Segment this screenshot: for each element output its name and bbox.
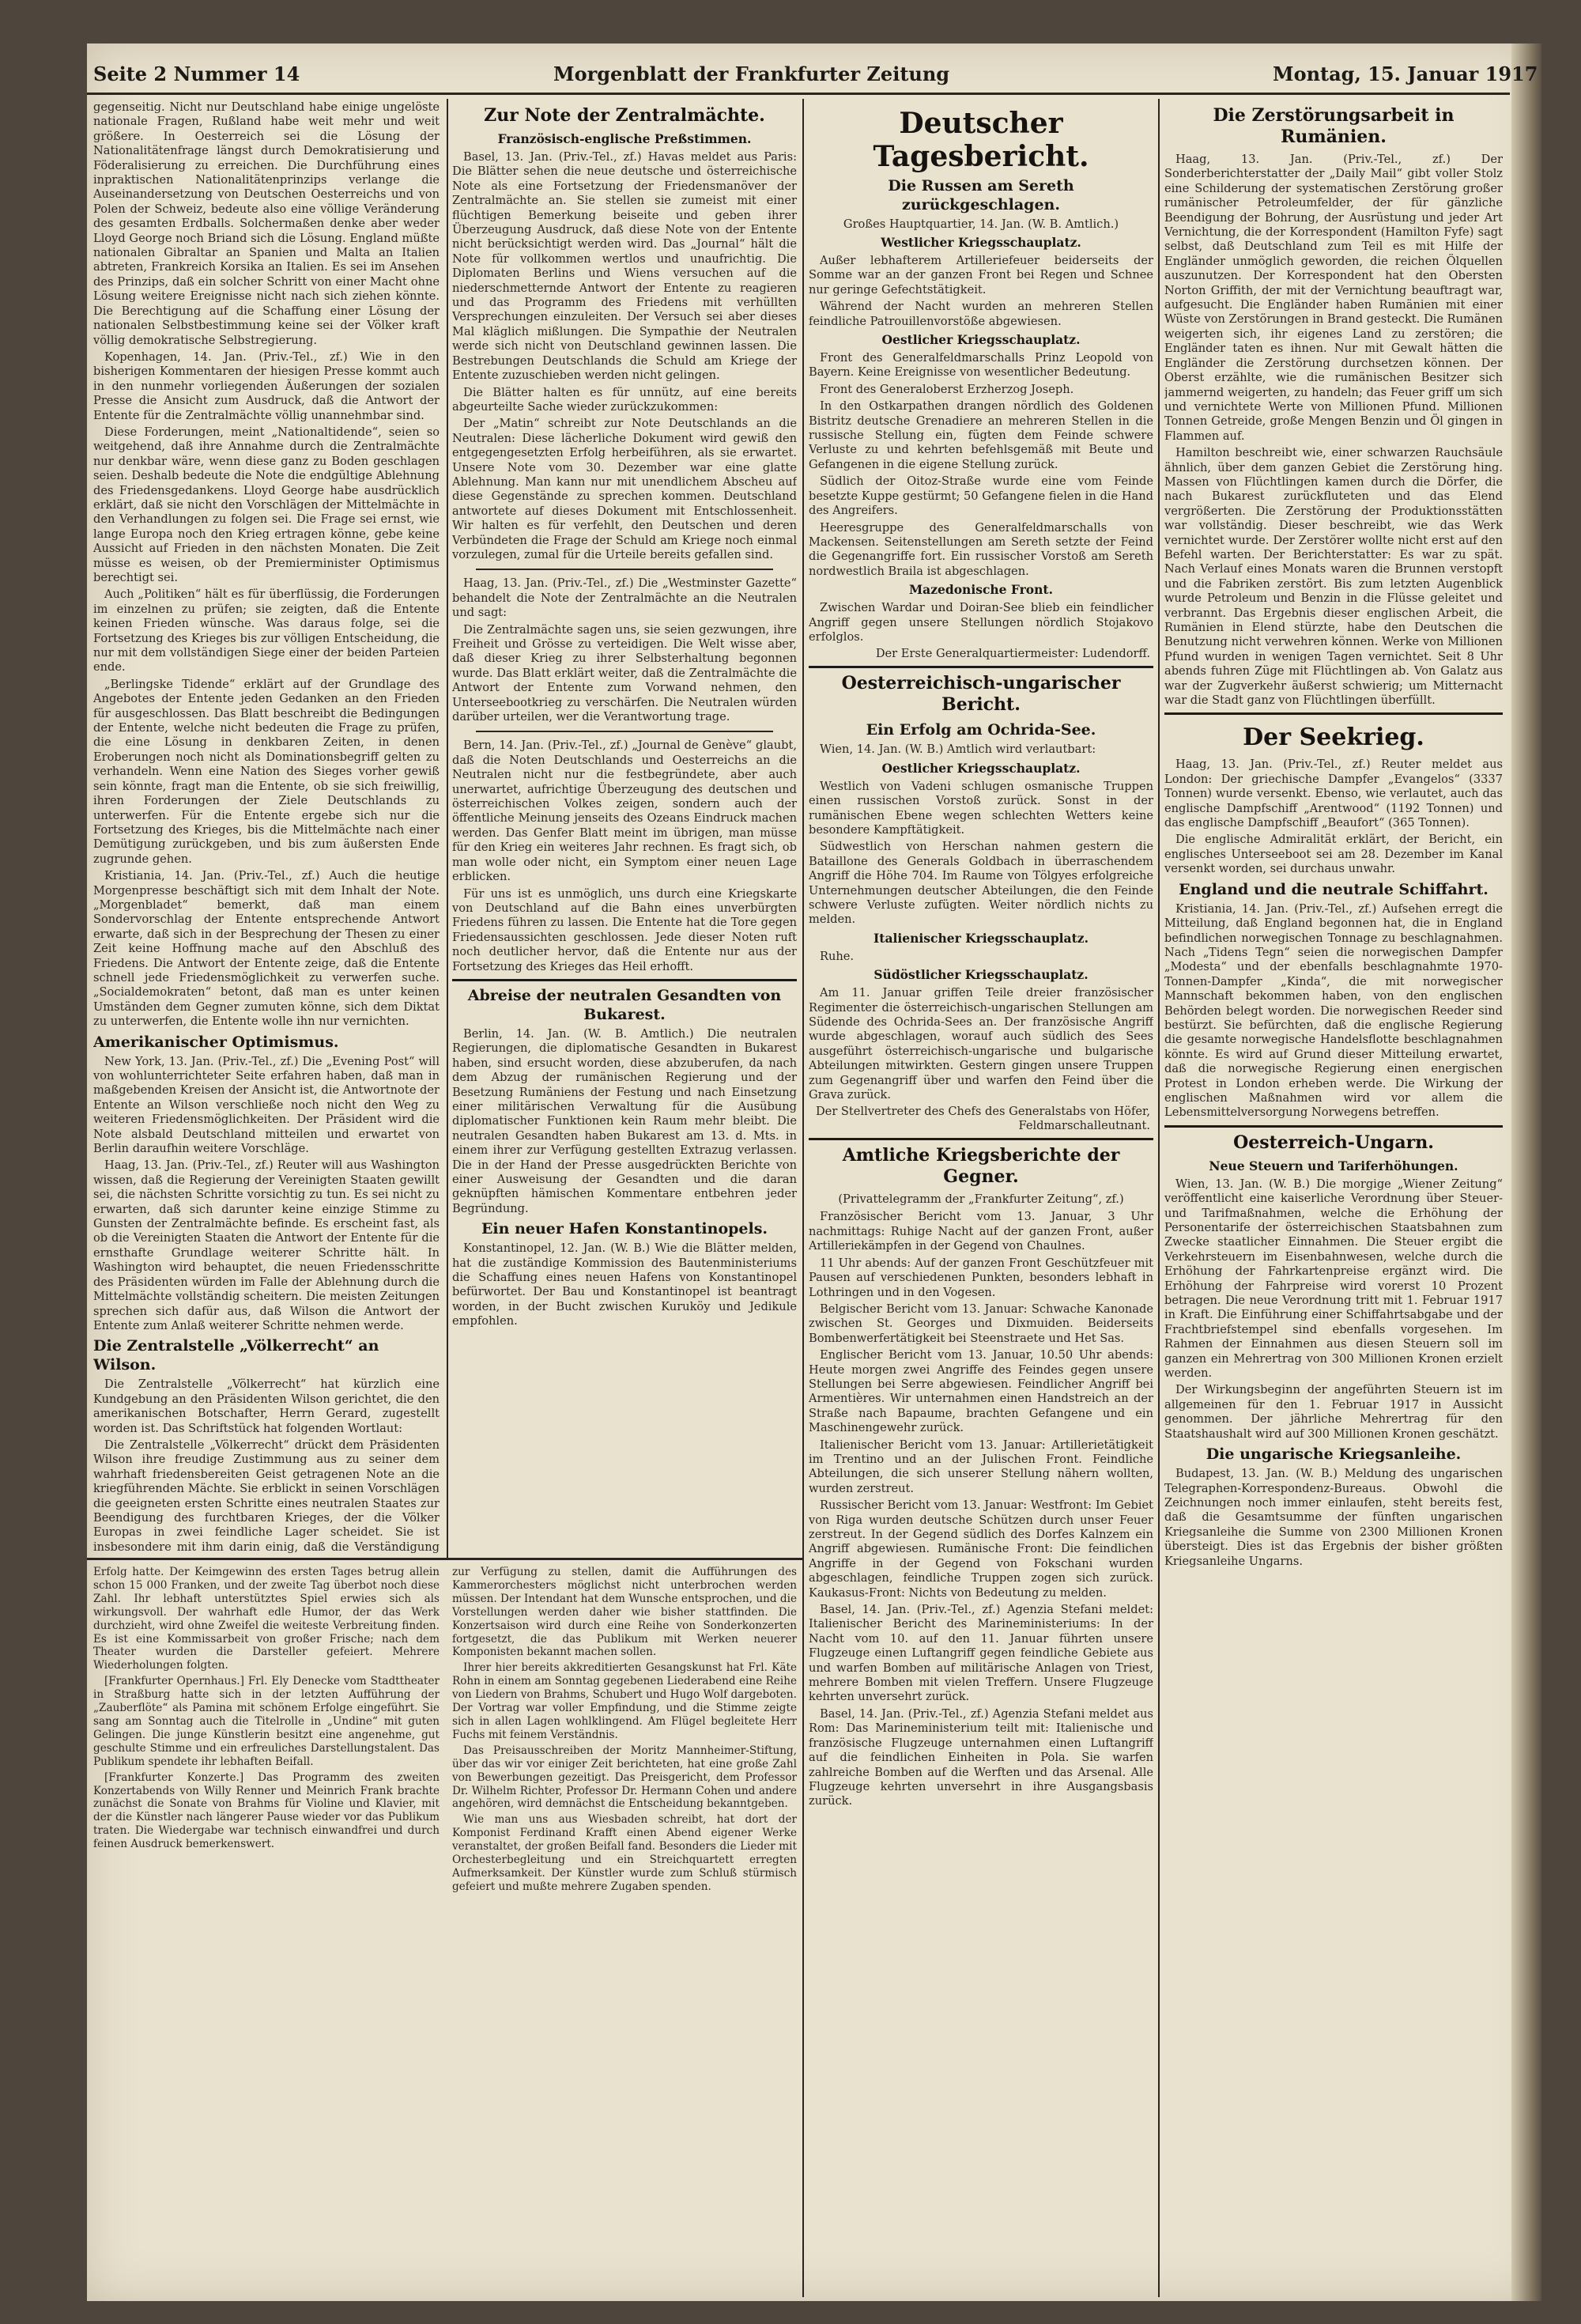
issue-date: Montag, 15. Januar 1917 (1273, 62, 1538, 85)
feuilleton-rule (87, 1558, 802, 1560)
article-text: Front des Generaloberst Erzherzog Joseph. (820, 382, 1074, 396)
feuilleton-text: Wie man uns aus Wiesbaden schreibt, hat dort der Komponist Ferdinand Krafft einen Abend eigener Werke veranstaltet, der großen Beifall fand. Besonders die Lieder mit Orchesterbegleitung und ein Streichquartett erregten Aufmerksamkeit. Der Künstler wurde zum Schluß stürmisch gefeiert und mußte mehrere Zugaben spenden. (452, 1813, 797, 1893)
section-heading: Mazedonische Front. (909, 582, 1053, 598)
dateline: Großes Hauptquartier, 14. Jan. (W. B. Amtlich.) (843, 217, 1119, 231)
article-heading: Amerikanischer Optimismus. (93, 1033, 339, 1051)
section-rule (809, 666, 1153, 668)
feuilleton-text: Erfolg hatte. Der Keimgewinn des ersten Tages betrug allein schon 15 000 Franken, und der zweite Tag überbot noch diese Zahl. Ihr lebhaft unterstütztes Spiel erwies sich als wirkungsvoll. Der wahrhaft edle Humor, der das Werk durchzieht, wird ohne Zweifel die weiteste Verbreitung finden. Es ist eine Kommissarbeit von großer Frische; nach dem Theater wurden die Darsteller gefeiert. Mehrere Wiederholungen folgten. (93, 1566, 440, 1672)
article-text: Die Zentralstelle „Völkerrecht“ drückt dem Präsidenten Wilson ihre freudige Zustimmung aus zu seiner dem wahrhaft friedensbereiten Geist getragenen Note an die kriegführenden Mächte. Sie erblickt in seinen Vorschlägen die geeigneten ersten Schritte eines neutralen Staates zur Beendigung des furchtbaren Krieges, der die Völker Europas in zwei feindliche Lager scheidet. Sie ist insbesondere mit ihm darin einig, daß die Verständigung (93, 1438, 440, 1554)
article-text: Diese Forderungen, meint „Nationaltidende“, seien so weitgehend, daß ihre Annahme durch die Zentralmächte nur denkbar wäre, wenn diese ganz zu Boden geschlagen seien. Deshalb bedeute die Note die endgültige Ablehnung des Friedensgedankens. Lloyd George habe ausdrücklich erklärt, daß sie nicht den Vorschlägen der Mittelmächte in den Verhandlungen zu folgen sei. Die Frage sei ernst, wie lange Europa noch den Krieg ertragen könne, gebe keine Aussicht auf Frieden in den nächsten Monaten. Die Zeit müsse es weisen, ob der Premierminister Optimismus berechtigt sei. (93, 425, 440, 584)
article-subheading: Französisch-englische Preßstimmen. (497, 131, 752, 146)
divider (476, 731, 773, 732)
article-text: Zwischen Wardar und Doiran-See blieb ein feindlicher Angriff gegen unsere Stellungen nördlich Stojakovo erfolglos. (809, 601, 1153, 644)
article-text: Konstantinopel, 12. Jan. (W. B.) Wie die Blätter melden, hat die zuständige Kommission des Bautenministeriums die Schaffung eines neuen Hafens von Konstantinopel befürwortet. Der Bau und Konstantinopel ist beantragt worden, in der Bucht zwischen Kuruköy und Jedikule empfohlen. (452, 1241, 797, 1328)
article-text: Ruhe. (820, 949, 855, 963)
section-heading: Westlicher Kriegsschauplatz. (881, 235, 1081, 250)
feuilleton-column-2 (452, 1566, 797, 2293)
article-signature: Der Erste Generalquartiermeister: Ludendorff. (875, 647, 1150, 661)
section-rule (1164, 1125, 1503, 1128)
divider (476, 569, 773, 570)
article-text: Basel, 13. Jan. (Priv.-Tel., zf.) Havas meldet aus Paris: Die Blätter sehen die neue deutsche und österreichische Note als eine Fortsetzung der Friedensmanöver der Zentralmächte an. Sie stellen sie zumeist mit einer flüchtigen Bemerkung beiseite und geben ihrer Überzeugung Ausdruck, daß diese Note von der Entente nicht berücksichtigt werden wird. Das „Journal“ hält die Note für vollkommen wertlos und unaufrichtig. Die Diplomaten Berlins und Wiens versuchen auf die niederschmetternde Antwort der Entente zu reagieren und das Programm des Friedens mit verhüllten Versprechungen einzuleiten. Der Versuch sei aber dieses Mal kläglich mißlungen. Die Sympathie der Neutralen werde sich nicht von Deutschland gewinnen lassen. Die Bestrebungen Deutschlands die Schuld am Kriege der Entente zuzuschieben werden nicht gelingen. (452, 150, 797, 383)
article-subheading: Neue Steuern und Tariferhöhungen. (1209, 1158, 1458, 1173)
section-rule (452, 979, 797, 981)
article-text: 11 Uhr abends: Auf der ganzen Front Geschützfeuer mit Pausen auf verschiedenen Punkten, besonders lebhaft in Lothringen und in den Vogesen. (809, 1256, 1153, 1299)
article-text: Während der Nacht wurden an mehreren Stellen feindliche Patrouillenvorstöße abgewiesen. (809, 300, 1153, 328)
article-text: Russischer Bericht vom 13. Januar: Westfront: Im Gebiet von Riga wurden deutsche Schützen durch unser Feuer zerstreut. In der Gegend südlich des Dorfes Kalnzem ein Angriff abgewiesen. Rumänische Front: Die feindlichen Angriffe in der Gegend von Fokschani wurden abgeschlagen, feindliche Truppen zogen sich zurück. Kaukasus-Front: Nichts von Bedeutung zu melden. (809, 1498, 1153, 1600)
article-text: Wien, 14. Jan. (W. B.) Amtlich wird verlautbart: (820, 743, 1096, 757)
feuilleton-text: [Frankfurter Konzerte.] Das Programm des zweiten Konzertabends von Willy Renner und Meinrich Frank brachte zunächst die Sonate von Brahms für Violine und Klavier, mit der die Künstler nach längerer Pause wieder vor das Publikum traten. Die Wiedergabe war technisch einwandfrei und durch feinen Ausdruck bemerkenswert. (93, 1770, 440, 1851)
article-text: Basel, 14. Jan. (Priv.-Tel., zf.) Agenzia Stefani meldet aus Rom: Das Marineministerium teilt mit: Italienische und französische Flugzeuge unternahmen einen Luftangriff auf die feindlichen Einheiten in Pola. Sie warfen zahlreiche Bomben auf die Werften und das Arsenal. Alle Flugzeuge kehrten unversehrt in ihre Ausgangsbasis zurück. (809, 1706, 1153, 1808)
article-text: Der „Matin“ schreibt zur Note Deutschlands an die Neutralen: Diese lächerliche Dokument wird gewiß den entgegengesetzten Erfolg herbeiführen, als sie erwartet. Unsere Note vom 30. Dezember war eine glatte Ablehnung. Man kann nur mit unendlichem Abscheu auf diese Gegenstände zu sprechen kommen. Deutschland antwortete auf dieses Dokument mit Entschlossenheit. Wir halten es für verfehlt, den Deutschen und deren Verbündeten die Frage der Schuld am Kriege noch einmal vorzulegen, zumal für die Urteile bereits gefallen sind. (452, 417, 797, 561)
article-text: Westlich von Vadeni schlugen osmanische Truppen einen russischen Vorstoß zurück. Sonst in der rumänischen Ebene wegen schlechten Wetters keine besondere Kampftätigkeit. (809, 779, 1153, 837)
section-heading: Oestlicher Kriegsschauplatz. (881, 760, 1081, 776)
column-2 (452, 100, 797, 1554)
article-text: Bern, 14. Jan. (Priv.-Tel., zf.) „Journal de Genève“ glaubt, daß die Noten Deutschlands und Oesterreichs an die Neutralen nicht nur die festbegründete, aber auch unerwartet, aufrichtige Überzeugung des deutschen und österreichischen Volkes zeigen, sondern auch der öffentliche Meinung jenseits des Ozeans Eindruck machen werden. Das Genfer Blatt meint im übrigen, man müsse für den Krieg ein weiteres Jahr rechnen. Es fragt sich, ob man wolle oder nicht, ein Symptom einer neuen Lage erblicken. (452, 739, 797, 884)
article-text: Kristiania, 14. Jan. (Priv.-Tel., zf.) Auch die heutige Morgenpresse beschäftigt sich mit dem Inhalt der Note. „Morgenbladet“ bemerkt, daß man einem Sondervorschlag der Entente entsprechende Antwort erwarte, daß sich in der Besprechung der Thesen zu einer Zeit keine Hoffnung mache auf den Abschluß des Friedens. Die Antwort der Entente zeige, daß die Entente schnell jede Friedensmöglichkeit zu verwerfen suche. „Socialdemokraten“ betont, daß man es unter keinen Umständen dem Gegner zumuten könne, sich dem Diktat zu unterwerfen, die Entente wolle ihn nur vernichten. (93, 869, 440, 1029)
article-credit: (Privattelegramm der „Frankfurter Zeitung“, zf.) (838, 1192, 1124, 1207)
feuilleton-text: Das Preisausschreiben der Moritz Mannheimer-Stiftung, über das wir vor einiger Zeit berichteten, hat eine große Zahl von Bewerbungen gezeitigt. Das Preisgericht, dem Professor Dr. Wilhelm Richter, Professor Dr. Hermann Cohen und andere angehören, wird demnächst die Entscheidung bekanntgeben. (452, 1744, 797, 1811)
feuilleton-text: [Frankfurter Opernhaus.] Frl. Ely Denecke vom Stadttheater in Straßburg hatte sich in der letzten Aufführung der „Zauberflöte“ als Pamina mit schönem Erfolge eingeführt. Sie sang am Sonntag auch die Titelrolle in „Undine“ mit guten Gelingen. Die junge Künstlerin besitzt eine angenehme, gut geschulte Stimme und ein erfreuliches Darstellungstalent. Das Publikum spendete ihr lebhaften Beifall. (93, 1675, 440, 1768)
column-3 (809, 100, 1153, 2295)
article-subheading: Die Russen am Sereth zurückgeschlagen. (888, 177, 1074, 214)
article-heading: Deutscher Tagesbericht. (873, 107, 1089, 173)
article-heading: Zur Note der Zentralmächte. (484, 105, 765, 126)
article-text: Kristiania, 14. Jan. (Priv.-Tel., zf.) Aufsehen erregt die Mitteilung, daß England begonnen hat, die in England befindlichen norwegischen Tonnage zu beschlagnahmen. Nach „Tidens Tegn“ seien die norwegischen Dampfer „Modesta“ und der ebenfalls beschlagnahmte 1970-Tonnen-Dampfer „Kinda“, die mit norwegischer Mannschaft bekommen haben, von den englischen Behörden belegt worden. Die norwegischen Reeder sind bestürzt. Sie befürchten, daß die englische Regierung die gesamte norwegische Handelsflotte beschlagnahmen könnte. Es wird auf Grund dieser Mitteilung erwartet, daß die norwegische Regierung einen energischen Protest in London erheben werde. Die Wirkung der englischen Maßnahmen wird vor allem die Lebensmittelversorgung Norwegens betreffen. (1164, 901, 1503, 1120)
article-text: Englischer Bericht vom 13. Januar, 10.50 Uhr abends: Heute morgen zwei Angriffe des Feindes gegen unsere Stellungen bei Serre abgewiesen. Feindlicher Angriff bei Armentières. Wir unternahmen einen Handstreich an der Straße nach Bapaume, brachten Gefangene und ein Maschinengewehr zurück. (809, 1348, 1153, 1435)
article-text: „Berlingske Tidende“ erklärt auf der Grundlage des Angebotes der Entente jeden Gedanken an den Frieden für ausgeschlossen. Das Blatt beschreibt die Bedingungen der Entente, welche nicht bedeuten die Frage zu prüfen, die eine Lösung in denkbaren Zeiten, in denen Eroberungen noch nicht als Dominationsbegriff gelten zu verhandeln. Wenn eine Nation des Sieges vorher gewiß sein könnte, fragt man die Entente, ob sie sich freiwillig, ihren Forderungen der Ziele Deutschlands zu unterwerfen. Für die Entente ergebe sich nur die Fortsetzung des Krieges, bis die Mittelmächte nach einer Demütigung zurückgeben, und bis zum äußersten Ende zugrunde gehen. (93, 677, 440, 866)
article-heading: Die Zerstörungsarbeit in Rumänien. (1213, 105, 1455, 147)
section-heading: Südöstlicher Kriegsschauplatz. (874, 967, 1089, 983)
header-rule (87, 93, 1510, 95)
article-text: Südwestlich von Herschan nahmen gestern die Bataillone des Generals Goldbach in überraschendem Angriff die Höhe 704. Im Raume von Tölgyes erfolgreiche Unternehmungen deutscher Abteilungen, die den Feinde schwere Verluste zufügten. Weiter nördlich nichts zu melden. (809, 840, 1153, 927)
article-text: Front des Generalfeldmarschalls Prinz Leopold von Bayern. Keine Ereignisse von wesentlicher Bedeutung. (809, 351, 1153, 380)
article-text: Die Zentralmächte sagen uns, sie seien gezwungen, ihre Freiheit und Grösse zu verteidigen. Die Welt wisse aber, daß dieser Krieg zu ihrer Selbsterhaltung begonnen wurde. Das Blatt erklärt weiter, daß die Zentralmächte die Antwort der Entente zum Vorwand nehmen, den Unterseebootkrieg zu verschärfen. Die Neutralen würden darüber urteilen, wer die Verantwortung trage. (452, 622, 797, 724)
article-heading: Die Zentralstelle „Völkerrecht“ an Wilson. (93, 1337, 379, 1374)
article-text: Kopenhagen, 14. Jan. (Priv.-Tel., zf.) Wie in den bisherigen Kommentaren der hiesigen Presse kommt auch in den nunmehr vorliegenden Äußerungen der sozialen Presse die Ansicht zum Ausdruck, daß die Antwort der Entente für die Zentralmächte völlig unannehmbar sind. (93, 350, 440, 422)
article-heading: Ein neuer Hafen Konstantinopels. (481, 1220, 768, 1238)
article-text: Haag, 13. Jan. (Priv.-Tel., zf.) Reuter meldet aus London: Der griechische Dampfer „Evangelos“ (3337 Tonnen) wurde versenkt. Ebenso, wie verlautet, auch das englische Dampfschiff „Arentwood“ (1192 Tonnen) und das englische Dampfschiff „Beaufort“ (365 Tonnen). (1164, 758, 1503, 830)
binding-spine (1511, 43, 1541, 2301)
article-text: Budapest, 13. Jan. (W. B.) Meldung des ungarischen Telegraphen-Korrespondenz-Bureaus. Obwohl die Zeichnungen noch immer einlaufen, steht bereits fest, daß die Gesamtsumme der fünften ungarischen Kriegsanleihe die Summe von 2300 Millionen Kronen übersteigt. Dies ist das Ergebnis der bisher größten Kriegsanleihe Ungarns. (1164, 1467, 1503, 1568)
article-heading: Abreise der neutralen Gesandten von Bukarest. (467, 986, 782, 1023)
page-number: Seite 2 Nummer 14 (93, 62, 300, 85)
article-heading: England und die neutrale Schiffahrt. (1179, 880, 1489, 898)
article-text: Französischer Bericht vom 13. Januar, 3 Uhr nachmittags: Ruhige Nacht auf der ganzen Front, außer Artilleriekämpfen in der Gegend von Chaulnes. (809, 1210, 1153, 1253)
column-4 (1164, 100, 1503, 2295)
feuilleton-text: Ihrer hier bereits akkreditierten Gesangskunst hat Frl. Käte Rohn in einem am Sonntag gegebenen Liederabend eine Reihe von Liedern von Brahms, Schubert und Hugo Wolf dargeboten. Der Vortrag war voller Empfindung, und die Stimme zeigte sich in allen Lagen wohlklingend. Am Flügel begleitete Herr Fuchs mit feinem Verständnis. (452, 1661, 797, 1741)
article-heading: Die ungarische Kriegsanleihe. (1206, 1445, 1462, 1464)
article-text: Haag, 13. Jan. (Priv.-Tel., zf.) Der Sonderberichterstatter der „Daily Mail“ gibt voller Stolz eine Schilderung der systematischen Zerstörung großer rumänischer Petroleumfelder, der für gänzliche Beendigung der Bohrung, der Ausrüstung und jeder Art Vernichtung, die der Korrespondent (Hamilton Fyfe) sagt selbst, daß Deutschland zum Teil es mit Hilfe der Engländer unmöglich geworden, die reichen Ölquellen auszunutzen. Der Korrespondent hat den Obersten Norton Griffith, der mit der Vernichtung beauftragt war, aufgesucht. Die Engländer haben Rumänien mit einer Wüste von Zerstörungen in Brand gesteckt. Die Rumänen weigerten sich, ihr eigenes Land zu zerstören; die Engländer taten es ihnen. Nur mit Gewalt hätten die Engländer die Zerstörung durchsetzen können. Der Oberst erzählte, wie die rumänischen Besitzer sich jammernd weigerten, zu handeln; das Feuer griff um sich und vernichtete Werte von Millionen Pfund. Millionen Tonnen Getreide, große Mengen Benzin und Öl gingen in Flammen auf. (1164, 153, 1503, 443)
article-heading: Oesterreichisch-ungarischer Bericht. (841, 673, 1121, 716)
article-text: In den Ostkarpathen drangen nördlich des Goldenen Bistritz deutsche Grenadiere an mehreren Stellen in die russische Stellung ein, fügten dem Feinde schwere Verluste zu und kehrten befehlsgemäß mit Beute und Gefangenen in die eigene Stellung zurück. (809, 399, 1153, 471)
article-text: Berlin, 14. Jan. (W. B. Amtlich.) Die neutralen Regierungen, die diplomatische Gesandten in Bukarest haben, sind ersucht worden, diese abzuberufen, da nach dem Abzug der rumänischen Regierung und der Besetzung Rumäniens der Festung und nach Einsetzung einer militärischen Verwaltung für die Ausübung diplomatischer Funktionen kein Raum mehr bleibt. Die neutralen Gesandten haben Bukarest am 13. d. Mts. in einem ihrer zur Verfügung gestellten Extrazug verlassen. Die in der Hand der Presse ausgedrückten Berichte von einer Ausweisung der Gesandten und die daran geknüpften hämischen Kommentare entbehren jeder Begründung. (452, 1026, 797, 1215)
article-text: Wien, 13. Jan. (W. B.) Die morgige „Wiener Zeitung“ veröffentlicht eine kaiserliche Verordnung über Steuer- und Tarifmaßnahmen, welche die Erhöhung der Personentarife der österreichischen Staatsbahnen zum Zwecke staatlicher Einnahmen. Die Steuer ergibt die Verkehrsteuern im Eisenbahnwesen, welche durch die Erhöhung der Fahrkartenpreise ergänzt wird. Die Erhöhung der Fahrpreise wird vorerst 10 Prozent betragen. Die neue Verordnung tritt mit 1. Februar 1917 in Kraft. Die Einführung einer Schiffahrtsabgabe und der Frachtbriefstempel sind ebenfalls vorgesehen. Im Rahmen der Einnahmen aus diesen Steuern soll im ganzen ein Mehrertrag von 300 Millionen Kronen erzielt werden. (1164, 1177, 1503, 1381)
article-text: Haag, 13. Jan. (Priv.-Tel., zf.) Reuter will aus Washington wissen, daß die Regierung der Vereinigten Staaten gewillt sei, die nächsten Schritte vorsichtig zu tun. Es sei nicht zu erwarten, daß sich darunter keine einzige Stimme zu Gunsten der Zentralmächte befinde. Es erscheint fast, als ob die Vereinigten Staaten die Antwort der Entente für die ernsthafte Grundlage weiterer Schritte hält. In Washington wird behauptet, die neuen Friedensschritte des Präsidenten würden im Falle der Ablehnung durch die Mittelmächte vollständig scheitern. Die meisten Zeitungen sprechen sich dafür aus, daß Wilson die Antwort der Entente zum Anlaß weiterer Schritte nehmen werde. (93, 1158, 440, 1332)
article-text: gegenseitig. Nicht nur Deutschland habe einige ungelöste nationale Fragen, Rußland habe weit mehr und weit größere. In Oesterreich sei die Lösung der Nationalitätenfrage längst durch Demokratisierung und Föderalisierung zu erreichen. Die Durchführung eines inpraktischen Nationalitätenprinzips verlange die Auseinandersetzung von Deutschen Oesterreichs und von Polen der Schweiz, bedeute also eine völlige Veränderung des gesamten Erdballs. Solchermaßen denke aber weder Lloyd George noch Briand sich die Lösung. England müßte nationalen Gibraltar an Spanien und Malta an Italien abtreten, Frankreich Korsika an Italien. Es sei im Ansehen des Prinzips, daß ein solcher Schritt von einer Macht ohne Lösung weitere Ereignisse nicht nach sich ziehen könnte. Die Berechtigung auf die Schaffung einer Lösung der nationalen Selbstbestimmung keine sei der Völker kraft völlig demokratische Selbstregierung. (93, 100, 440, 347)
section-heading: Italienischer Kriegsschauplatz. (874, 930, 1089, 946)
article-text: Heeresgruppe des Generalfeldmarschalls von Mackensen. Seitenstellungen am Sereth setzte der Feind die Gegenangriffe fort. Ein russischer Vorstoß am Sereth nordwestlich Braila ist abgeschlagen. (809, 520, 1153, 578)
article-text: Südlich der Oitoz-Straße wurde eine vom Feinde besetzte Kuppe gestürmt; 50 Gefangene fielen in die Hand des Angreifers. (809, 474, 1153, 518)
article-heading: Der Seekrieg. (1243, 724, 1424, 752)
article-text: Für uns ist es unmöglich, uns durch eine Kriegskarte von Deutschland auf die Bahn eines unverbürgten Friedens führen zu lassen. Die Entente hat die Tore gegen Friedensaussichten geschlossen. Jede dieser Noten ruft noch deutlicher hervor, daß die Entente nur aus der Fortsetzung des Krieges das Heil erhofft. (452, 886, 797, 973)
column-rule-1 (447, 99, 448, 1558)
article-text: Italienischer Bericht vom 13. Januar: Artillerietätigkeit im Trentino und an der Julischen Front. Feindliche Abteilungen, die sich unserer Stellung nähern wollten, wurden zerstreut. (809, 1438, 1153, 1495)
article-text: Die englische Admiralität erklärt, der Bericht, ein englisches Unterseeboot sei am 28. Dezember im Kanal versenkt worden, sei durchaus unwahr. (1164, 833, 1503, 876)
section-heading: Oestlicher Kriegsschauplatz. (881, 332, 1081, 348)
feuilleton-column-1 (93, 1566, 440, 2293)
column-1 (93, 100, 440, 1554)
article-signature: Der Stellvertreter des Chefs des Generalstabs von Höfer, Feldmarschalleutnant. (815, 1105, 1150, 1133)
section-rule (809, 1138, 1153, 1140)
article-heading: Amtliche Kriegsberichte der Gegner. (842, 1145, 1120, 1188)
article-heading: Oesterreich-Ungarn. (1233, 1132, 1434, 1153)
page-header (87, 53, 1541, 94)
article-text: New York, 13. Jan. (Priv.-Tel., zf.) Die „Evening Post“ will von wohlunterrichteter Seite erfahren haben, daß man in maßgebenden Kreisen der Ansicht ist, die Antwortnote der Entente an Wilson verschließe noch nicht den Weg zu weiteren Friedensmöglichkeiten. Der Präsident wird die Note alsbald Deutschland mitteilen und erwartet von Berlin daraufhin weitere Vorschläge. (93, 1054, 440, 1156)
article-text: Am 11. Januar griffen Teile dreier französischer Regimenter die österreichisch-ungarischen Stellungen am Südende des Ochrida-Sees an. Der französische Angriff wurde abgeschlagen, worauf auch südlich des Sees ausgeführt österreichisch-ungarische und bulgarische Abteilungen mitwirkten. Gestern gingen unsere Truppen zum Gegenangriff über und warfen den Feind über die Grava zurück. (809, 986, 1153, 1102)
article-text: Hamilton beschreibt wie, einer schwarzen Rauchsäule ähnlich, über dem ganzen Gebiet die Zerstörung hing. Massen von Flüchtlingen kamen durch die Dörfer, die nach Bukarest zurückfluteten und das Elend vergrößerten. Die Zerstörung der Produktionsstätten war vollständig. Dieser beschreibt, wie das Werk vernichtet wurde. Der Zerstörer wollte nicht erst auf den Befehl warten. Der Berichterstatter: Es war zu spät. Nach Verlauf eines Monats waren die Brunnen verstopft und die Fabriken zerstört. Bis zum letzten Augenblick wurde Petroleum und Benzin in die Flüsse geleitet und verbrannt. Das Ergebnis dieser englischen Arbeit, die Rumänien in Elend stürzte, habe den Deutschen die Benutzung nicht verwehren können. Werke von Millionen Pfund wurden in wenigen Tagen vernichtet. Seit 8 Uhr abends fuhren Züge mit Flüchtlingen ab. Von Galatz aus war der Zugverkehr äußerst schwierig; um Mitternacht war die Stadt ganz von Flüchtlingen überfüllt. (1164, 446, 1503, 708)
article-text: Basel, 14. Jan. (Priv.-Tel., zf.) Agenzia Stefani meldet: Italienischer Bericht des Marineministeriums: In der Nacht vom 10. auf den 11. Januar führten unsere Flugzeuge einen Luftangriff gegen feindliche Gebiete aus und warfen Bomben auf militärische Anlagen von Triest, mehrere Bomben mit vielen Treffern. Unsere Flugzeuge kehrten unversehrt zurück. (809, 1603, 1153, 1704)
article-text: Belgischer Bericht vom 13. Januar: Schwache Kanonade zwischen St. Georges und Dixmuiden. Beiderseits Bombenwerfertätigkeit bei Steenstraete und Het Sas. (809, 1302, 1153, 1345)
column-rule-2 (802, 99, 804, 2297)
feuilleton-text: zur Verfügung zu stellen, damit die Aufführungen des Kammerorchesters möglichst nicht unterbrochen werden müssen. Der Intendant hat dem Wunsche entsprochen, und die Vorstellungen werden daher wie bisher stattfinden. Die Konzertsaison wird durch eine Reihe von Sonderkonzerten fortgesetzt, die das Publikum mit Werken neuerer Komponisten bekannt machen sollen. (452, 1566, 797, 1659)
masthead: Morgenblatt der Frankfurter Zeitung (553, 62, 950, 85)
article-text: Die Zentralstelle „Völkerrecht“ hat kürzlich eine Kundgebung an den Präsidenten Wilson gerichtet, die den amerikanischen Botschafter, Herrn Gerard, zugestellt worden ist. Das Schriftstück hat folgenden Wortlaut: (93, 1377, 440, 1435)
article-text: Die Blätter halten es für unnütz, auf eine bereits abgeurteilte Sache wieder zurückzukommen: (452, 385, 797, 414)
article-text: Der Wirkungsbeginn der angeführten Steuern ist im allgemeinen für den 1. Februar 1917 in Aussicht genommen. Der jährliche Mehrertrag für den Staatshaushalt wird auf 300 Millionen Kronen geschätzt. (1164, 1383, 1503, 1441)
article-text: Haag, 13. Jan. (Priv.-Tel., zf.) Die „Westminster Gazette“ behandelt die Note der Zentralmächte an die Neutralen und sagt: (452, 576, 797, 620)
article-text: Auch „Politiken“ hält es für überflüssig, die Forderungen im einzelnen zu prüfen; sie zeigten, daß die Entente keinen Frieden wünsche. Was daraus folge, sei die Fortsetzung des Krieges bis zur völligen Entscheidung, die nur mit dem vollständigen Siege einer der beiden Parteien ende. (93, 588, 440, 675)
column-rule-3 (1158, 99, 1160, 2297)
article-subheading: Ein Erfolg am Ochrida-See. (866, 721, 1096, 739)
newspaper-page (87, 43, 1541, 2301)
article-text: Außer lebhafterem Artilleriefeuer beiderseits der Somme war an der ganzen Front bei Regen und Schnee nur geringe Gefechtstätigkeit. (809, 254, 1153, 297)
section-rule (1164, 712, 1503, 715)
